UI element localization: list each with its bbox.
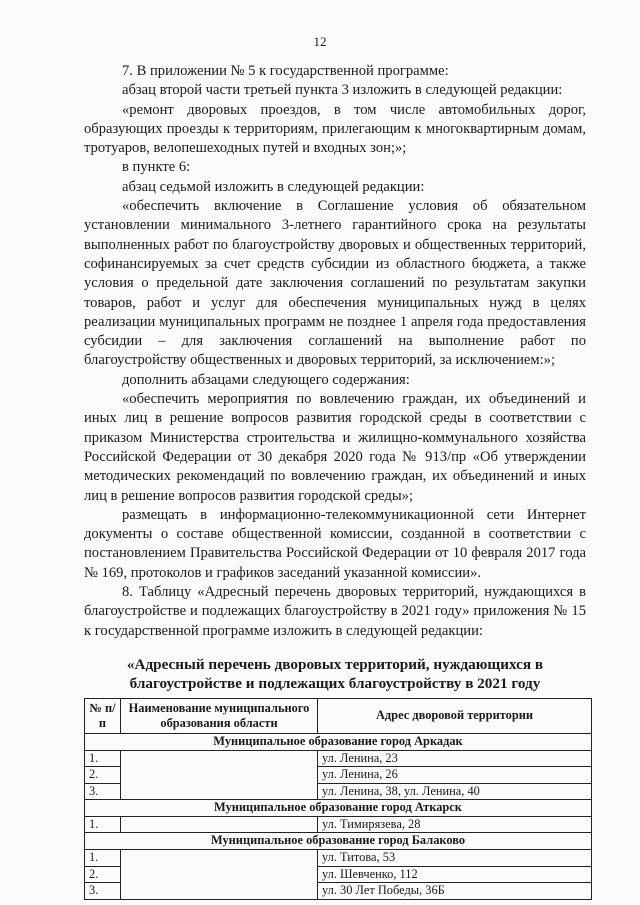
address-cell: ул. Тимирязева, 28: [318, 816, 592, 833]
table-title: «Адресный перечень дворовых территорий, нуждающихся в благоустройстве и подлежащих благоустройству в 2021 году: [126, 655, 544, 693]
municipality-cell: [121, 750, 318, 800]
address-cell: ул. 30 Лет Победы, 36Б: [318, 883, 592, 900]
row-number: 2.: [85, 767, 121, 784]
page-number: 12: [313, 34, 327, 49]
row-number: 3.: [85, 883, 121, 900]
paragraph: «ремонт дворовых проездов, в том числе автомобильных дорог, образующих проезды к территориям, прилегающим к многоквартирным домам, тротуаров, велопешеходных путей и входных зон;»;: [84, 101, 586, 157]
address-table: [84, 698, 592, 900]
row-number: 3.: [85, 783, 121, 800]
table-body: [85, 733, 592, 899]
address-cell: ул. Шевченко, 112: [318, 866, 592, 883]
header-num: № п/п: [85, 698, 121, 733]
paragraph: 7. В приложении № 5 к государственной программе:: [122, 63, 449, 79]
paragraph: размещать в информационно-телекоммуникационной сети Интернет документы о составе общественной комиссии, созданной в соответствии с постановлением Правительства Российской Федерации от 10 февраля 2017 года № 169, протоколов и графиков заседаний указанной комиссии».: [84, 506, 586, 581]
municipality-cell: [121, 850, 318, 900]
municipality-name: Муниципальное образование город Балаково: [85, 833, 592, 850]
municipality-name: Муниципальное образование город Аткарск: [85, 800, 592, 817]
row-number: 1.: [85, 850, 121, 867]
row-number: 1.: [85, 750, 121, 767]
header-address: Адрес дворовой территории: [318, 698, 592, 733]
section-row: [85, 733, 592, 750]
section-row: [85, 800, 592, 817]
row-number: 2.: [85, 866, 121, 883]
paragraph: дополнить абзацами следующего содержания:: [122, 371, 410, 388]
municipality-name: Муниципальное образование город Аркадак: [85, 733, 592, 750]
section-row: [85, 833, 592, 850]
table-row: [85, 750, 592, 767]
row-number: 1.: [85, 816, 121, 833]
paragraph: «обеспечить включение в Соглашение условия об обязательном установлении минимального 3-летнего гарантийного срока на результаты выполненных работ по благоустройству дворовых и общественных территорий, софинансируемых за счет средств субсидии из областного бюджета, а также условия о предельной дате заключения соглашений по результатам закупки товаров, работ и услуг для обеспечения муниципальных нужд в целях реализации муниципальных программ не позднее 1 апреля года предоставления субсидии – для заключения соглашений на выполнение работ по благоустройству общественных и дворовых территорий, за исключением:»;: [84, 198, 586, 369]
paragraph: в пункте 6:: [122, 159, 191, 176]
header-municipality: Наименование муниципального образования области: [121, 698, 318, 733]
table-row: [85, 816, 592, 833]
paragraph-list: [84, 62, 586, 641]
address-cell: ул. Ленина, 38, ул. Ленина, 40: [318, 783, 592, 800]
address-cell: ул. Ленина, 26: [318, 767, 592, 784]
table-row: [85, 850, 592, 867]
address-cell: ул. Титова, 53: [318, 850, 592, 867]
table-header-row: [85, 698, 592, 733]
paragraph: абзац седьмой изложить в следующей редакции:: [122, 178, 425, 195]
document-body: [84, 62, 586, 900]
paragraph: 8. Таблицу «Адресный перечень дворовых территорий, нуждающихся в благоустройстве и подлежащих благоустройству в 2021 году» приложения № 15 к государственной программе изложить в следующей редакции:: [84, 584, 586, 639]
paragraph: «обеспечить мероприятия по вовлечению граждан, их объединений и иных лиц в решение вопросов развития городской среды в соответствии с приказом Министерства строительства и жилищно-коммунального хозяйства Российской Федерации от 30 декабря 2020 года № 913/пр «Об утверждении методических рекомендаций по вовлечению граждан, их объединений и иных лиц в решение вопросов развития городской среды»;: [84, 391, 586, 504]
address-cell: ул. Ленина, 23: [318, 750, 592, 767]
paragraph: абзац второй части третьей пункта 3 изложить в следующей редакции:: [122, 82, 563, 99]
municipality-cell: [121, 816, 318, 833]
